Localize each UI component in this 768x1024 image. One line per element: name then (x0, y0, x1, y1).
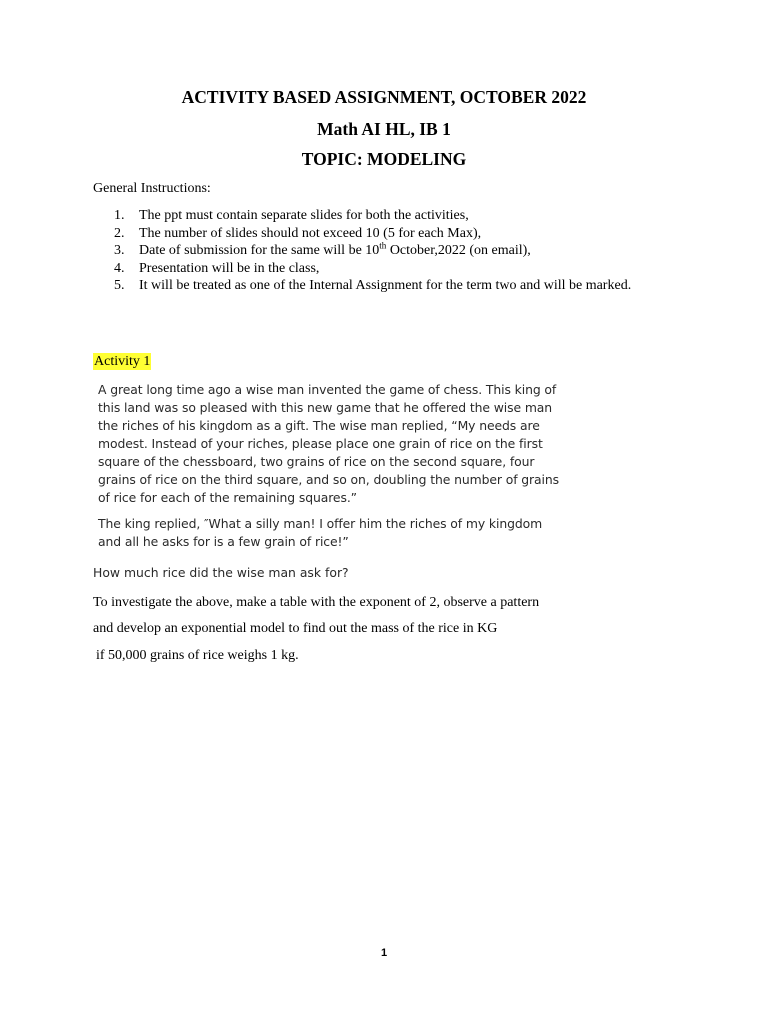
instruction-text: Presentation will be in the class, (139, 260, 320, 276)
ordinal-superscript: th (379, 240, 387, 251)
page-number: 1 (380, 947, 388, 959)
task-line: and develop an exponential model to find out the mass of the rice in KG (93, 621, 498, 636)
activity-question: How much rice did the wise man ask for? (93, 565, 349, 580)
instruction-item (93, 260, 653, 278)
instruction-item (93, 242, 653, 260)
instruction-number: 3. (114, 243, 125, 259)
activity-1-label: Activity 1 (94, 354, 151, 369)
instruction-number: 2. (114, 225, 125, 241)
instruction-item (93, 225, 653, 243)
story-paragraph: A great long time ago a wise man invented the game of chess. This king of this land was so pleased with this new game that he offered the wise man the riches of his kingdom as a gift. The wise man replied, “My needs are modest. Instead of your riches, please place one grain of rice on the first square of the chessboard, two grains of rice on the second square, four grains of rice on the third square, and so on, doubling the number of grains of rice for each of the remaining squares.” (98, 382, 559, 505)
chess-story-excerpt (98, 381, 568, 551)
instruction-text: It will be treated as one of the Internal Assignment for the term two and will be marked. (139, 278, 632, 294)
task-line: if 50,000 grains of rice weighs 1 kg. (96, 648, 299, 663)
instruction-text-before: Date of submission for the same will be 10 (139, 243, 380, 259)
instruction-text: The number of slides should not exceed 10 (5 for each Max), (139, 225, 482, 241)
assignment-title: ACTIVITY BASED ASSIGNMENT, OCTOBER 2022 (181, 87, 587, 107)
story-paragraph: The king replied, ″What a silly man! I offer him the riches of my kingdom and all he asks for is a few grain of rice!” (98, 516, 543, 549)
instructions-heading: General Instructions: (93, 181, 211, 196)
task-line: To investigate the above, make a table with the exponent of 2, observe a pattern (93, 595, 540, 610)
instruction-text-after: October,2022 (on email), (386, 243, 531, 259)
instruction-text: The ppt must contain separate slides for both the activities, (139, 208, 469, 223)
instruction-item (93, 277, 653, 295)
instruction-item (93, 207, 653, 225)
instruction-number: 1. (114, 208, 125, 223)
instructions-list (93, 207, 653, 295)
course-title: Math AI HL, IB 1 (317, 119, 451, 139)
instruction-number: 4. (114, 260, 125, 276)
topic-title: TOPIC: MODELING (301, 149, 467, 169)
instruction-number: 5. (114, 278, 125, 294)
